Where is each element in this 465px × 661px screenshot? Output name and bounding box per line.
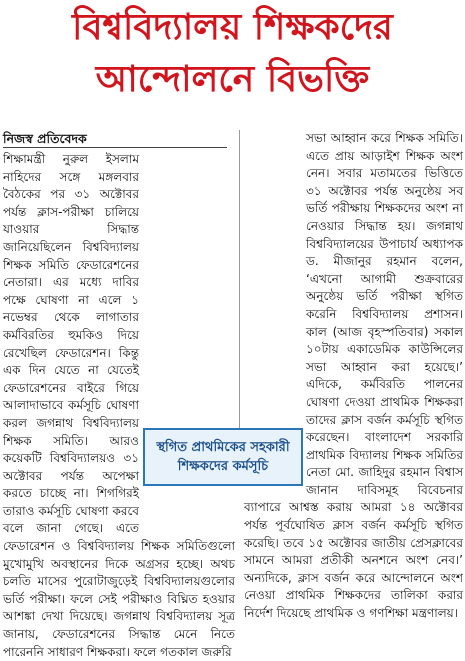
pullquote-line-2: শিক্ষকদের কর্মসূচি (177, 459, 269, 474)
pullquote-line-1: স্থগিত প্রাথমিকের সহকারী (156, 440, 290, 455)
right-column-text (244, 130, 463, 623)
left-column-text (3, 151, 235, 661)
left-column (3, 130, 235, 659)
pullquote-box (143, 428, 303, 486)
right-column (244, 130, 463, 621)
byline: নিজস্ব প্রতিবেদক (3, 130, 227, 148)
left-column-body: শিক্ষামন্ত্রী নুরুল ইসলাম নাহিদের সঙ্গে মঙ্গলবার বৈঠকের পর ৩১ অক্টোবর পর্যন্ত ক্লাস-পরীক্ষা চালিয়ে যাওয়ার সিদ্ধান্ত জানিয়েছিলেন বিশ্ববিদ্যালয় শিক্ষক সমিতি ফেডারেশনের নেতারা। এর মধ্যে দাবির পক্ষে ঘোষণা না এলে ১ নভেম্বর থেকে লাগাতার কর্মবিরতির হুমকিও দিয়ে রেখেছিল ফেডারেশন। কিন্তু এক দিন যেতে না যেতেই ফেডারেশনের বাইরে গিয়ে আলাদাভাবে কর্মসূচি ঘোষণা করল জগন্নাথ বিশ্ববিদ্যালয় শিক্ষক সমিতি। আরও কয়েকটি বিশ্ববিদ্যালয়ও ৩১ অক্টোবর পর্যন্ত অপেক্ষা করতে চাচ্ছে না। শিগগিরই তারাও কর্মসূচি ঘোষণা করবে বলে জানা গেছে। এতে ফেডারেশন ও বিশ্ববিদ্যালয় শিক্ষক সমিতিগুলো মুখোমুখি অবস্থানের দিকে অগ্রসর হচ্ছে। অথচ চলতি মাসের পুরোটাজুড়েই বিশ্ববিদ্যালয়গুলোর ভর্তি পরীক্ষা। ফলে সেই পরীক্ষাও বিঘ্নিত হওয়ার আশঙ্কা দেখা দিয়েছে। জগন্নাথ বিশ্ববিদ্যালয় সূত্র জানায়, ফেডারেশনের সিদ্ধান্ত মেনে নিতে পারেননি সাধারণ শিক্ষকরা। ফলে গতকাল জরুরি (3, 152, 235, 659)
headline (0, 2, 465, 106)
column-divider (239, 130, 240, 430)
headline-line-2: আন্দোলনে বিভক্তি (95, 59, 370, 100)
headline-line-1: বিশ্ববিদ্যালয় শিক্ষকদের (72, 7, 393, 48)
right-column-body: সভা আহ্বান করে শিক্ষক সমিতি। এতে প্রায় আড়াইশ শিক্ষক অংশ নেন। সবার মতামতের ভিত্তিতে ৩১ অক্টোবর পর্যন্ত অনুষ্ঠেয় সব ভর্তি পরীক্ষায় শিক্ষকদের অংশ না নেওয়ার সিদ্ধান্ত হয়। জগন্নাথ বিশ্ববিদ্যালয়ের উপাচার্য অধ্যাপক ড. মীজানুর রহমান বলেন, ‘এখনো আগামী শুক্রবারের অনুষ্ঠেয় ভর্তি পরীক্ষা স্থগিত করেনি বিশ্ববিদ্যালয় প্রশাসন। কাল (আজ বৃহস্পতিবার) সকাল ১০টায় একাডেমিক কাউন্সিলের সভা আহ্বান করা হয়েছে।’ এদিকে, কর্মবিরতি পালনের ঘোষণা দেওয়া প্রাথমিক শিক্ষকরা তাদের ক্লাস বর্জন কর্মসূচি স্থগিত করেছেন। বাংলাদেশ সরকারি প্রাথমিক বিদ্যালয় শিক্ষক সমিতির নেতা মো. জাহিদুর রহমান বিশ্বাস জানান দাবিসমূহ বিবেচনার ব্যাপারে আশ্বস্ত করায় আমরা ১৪ অক্টোবর পর্যন্ত পূর্বঘোষিত ক্লাস বর্জন কর্মসূচি স্থগিত করেছি। তবে ১৫ অক্টোবর জাতীয় প্রেসক্লাবের সামনে আমরা প্রতীকী অনশনে অংশ নেব।’ অন্যদিকে, ক্লাস বর্জন করে আন্দোলনে অংশ নেওয়া প্রাথমিক শিক্ষকদের তালিকা করার নির্দেশ দিয়েছে প্রাথমিক ও গণশিক্ষা মন্ত্রণালয়। (244, 131, 463, 621)
